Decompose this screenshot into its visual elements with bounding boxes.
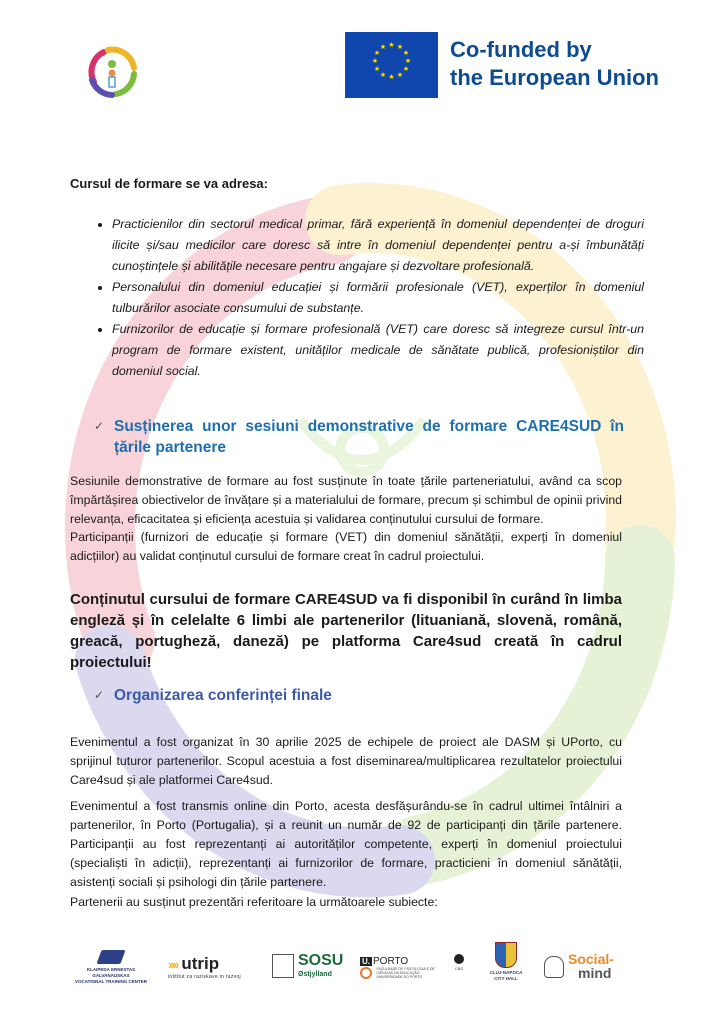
svg-text:★: ★ [379, 72, 387, 79]
checkmark-icon: ✓ [94, 419, 105, 433]
target-audience-list [90, 214, 644, 382]
head-brain-icon [544, 956, 564, 978]
klaipeda-line1: KLAIPEDA ERNESTAS GALVANAUSKAS [86, 967, 136, 978]
eu-cofunded-line2: the European Union [450, 65, 659, 90]
course-availability-announcement: Conținutul cursului de formare CARE4SUD va fi disponibil în curând în limba engleză și în celelalte 6 limbi ale partenerilor (lituaniană, slovenă, română, greacă, portugheză, daneză) pe platforma Care4sud creată în cadrul proiectului! [70, 591, 622, 671]
target-audience-item: • Practicienilor din sectorul medical primar, fără experiență în domeniul dependenței de droguri ilicite și/sau medicilor care doresc să intre în domeniul dependenței pentru a-și îmbunătăți cunoștințele și abilitățile necesare pentru angajare și dezvoltare profesională. [112, 214, 644, 277]
sosu-name: SOSU [298, 952, 344, 969]
socialmind-line1: Social- [568, 951, 614, 967]
cbs-logo [448, 954, 470, 971]
utrip-name: utrip [181, 954, 220, 973]
eu-flag-icon [345, 32, 438, 98]
uporto-u: U. [362, 957, 370, 966]
utrip-arrows-icon: ›››› [168, 957, 178, 972]
target-audience-item: • Personalului din domeniul educației și formării profesionale (VET), experților în domeniul tulburărilor asociate consumului de substanțe. [112, 277, 644, 319]
checkmark-icon: ✓ [94, 688, 105, 702]
section-heading-demo-sessions [94, 416, 624, 458]
section-heading-final-conference [94, 685, 624, 706]
utrip-logo [168, 954, 264, 980]
uporto-name: PORTO [373, 956, 409, 967]
sosu-sub: Østjylland [298, 971, 332, 978]
uporto-sub: FACULDADE DE PSICOLOGIA E DE CIÊNCIAS DA EDUCAÇÃO UNIVERSIDADE DO PORTO [376, 967, 435, 979]
svg-text:★: ★ [379, 44, 387, 51]
svg-text:★: ★ [388, 74, 395, 81]
target-audience-item: • Furnizorilor de educație și formare profesională (VET) care doresc să integreze cursul într-un program de formare existent, unităților medicale de sănătate publică, profesioniștilor din domeniul social. [112, 319, 644, 382]
presentations-intro-paragraph: Partenerii au susținut prezentări referitoare la următoarele subiecte: [70, 895, 438, 909]
svg-text:★: ★ [388, 42, 395, 49]
svg-text:★: ★ [373, 50, 381, 57]
utrip-tagline: inštitut za raziskave in razvoj [168, 974, 241, 980]
socialmind-line2: mind [578, 965, 612, 981]
cluj-napoca-logo [486, 942, 526, 982]
section-heading-text: Susținerea unor sesiuni demonstrative de formare CARE4SUD în țările partenere [114, 418, 624, 456]
klaipeda-line2: VOCATIONAL TRAINING CENTER [74, 979, 148, 984]
cbs-name: CBS [454, 966, 464, 971]
cbs-mark-icon [454, 954, 464, 964]
cluj-line2: CITY HALL [494, 976, 518, 981]
sosu-logo [272, 954, 362, 986]
conference-paragraph: Evenimentul a fost organizat în 30 aprilie 2025 de echipele de proiect ale DASM și UPorto, cu sprijinul tuturor partenerilor. Scopul acestuia a fost diseminarea/multiplicarea rezultatelor proiectului Care4sud și ale platformei Care4sud. [70, 735, 622, 787]
eu-cofunded-label [450, 36, 659, 92]
klaipeda-logo [70, 950, 152, 985]
cluj-coat-of-arms-icon [495, 942, 517, 968]
klaipeda-mark-icon [96, 950, 125, 964]
svg-text:★: ★ [404, 58, 412, 65]
care4sud-circle-logo-icon [84, 44, 140, 100]
eu-cofunded-line1: Co-funded by [450, 37, 592, 62]
participants-paragraph: Participanții (furnizori de educație și formare (VET) din domeniul sănătății, experți în domeniul adicțiilor) au validat conținutul cursului de formare creat în cadrul proiectului. [70, 530, 622, 563]
conference-details-paragraph: Evenimentul a fost transmis online din Porto, acesta desfășurându-se în cadrul ultimei întâlniri a partenerilor, în Porto (Portugalia), și a reunit un număr de 92 de participanți din țările partenere. Participanții au fost reprezentanți ai autorităților competente, experți în domeniul proiectului (specialiști în adicții), reprezentanți ai furnizorilor de formare, practicieni în domeniul sănătății, asistenți sociali și psihologi din țările partenere. [70, 799, 622, 889]
svg-text:★: ★ [402, 50, 410, 57]
svg-text:★: ★ [396, 72, 404, 79]
uporto-circle-icon [360, 967, 372, 979]
uporto-logo [360, 956, 440, 985]
sosu-box-icon [272, 954, 294, 978]
svg-text:★: ★ [373, 66, 381, 73]
demo-sessions-paragraph: Sesiunile demonstrative de formare au fost susținute în toate țările parteneriatului, având ca scop împărtășirea obiectivelor de învățare și a materialului de formare, precum și schimbul de opinii privind relevanța, eficacitatea și eficiența acestuia și validarea conținutului cursului de formare. [70, 474, 622, 526]
svg-text:★: ★ [371, 58, 379, 65]
svg-text:★: ★ [402, 66, 410, 73]
partner-logos-footer [0, 940, 724, 1010]
intro-lead: Cursul de formare se va adresa: [70, 176, 268, 191]
svg-text:★: ★ [396, 44, 404, 51]
cluj-line1: CLUJ-NAPOCA [489, 970, 523, 975]
section-heading-text: Organizarea conferinței finale [114, 687, 332, 704]
